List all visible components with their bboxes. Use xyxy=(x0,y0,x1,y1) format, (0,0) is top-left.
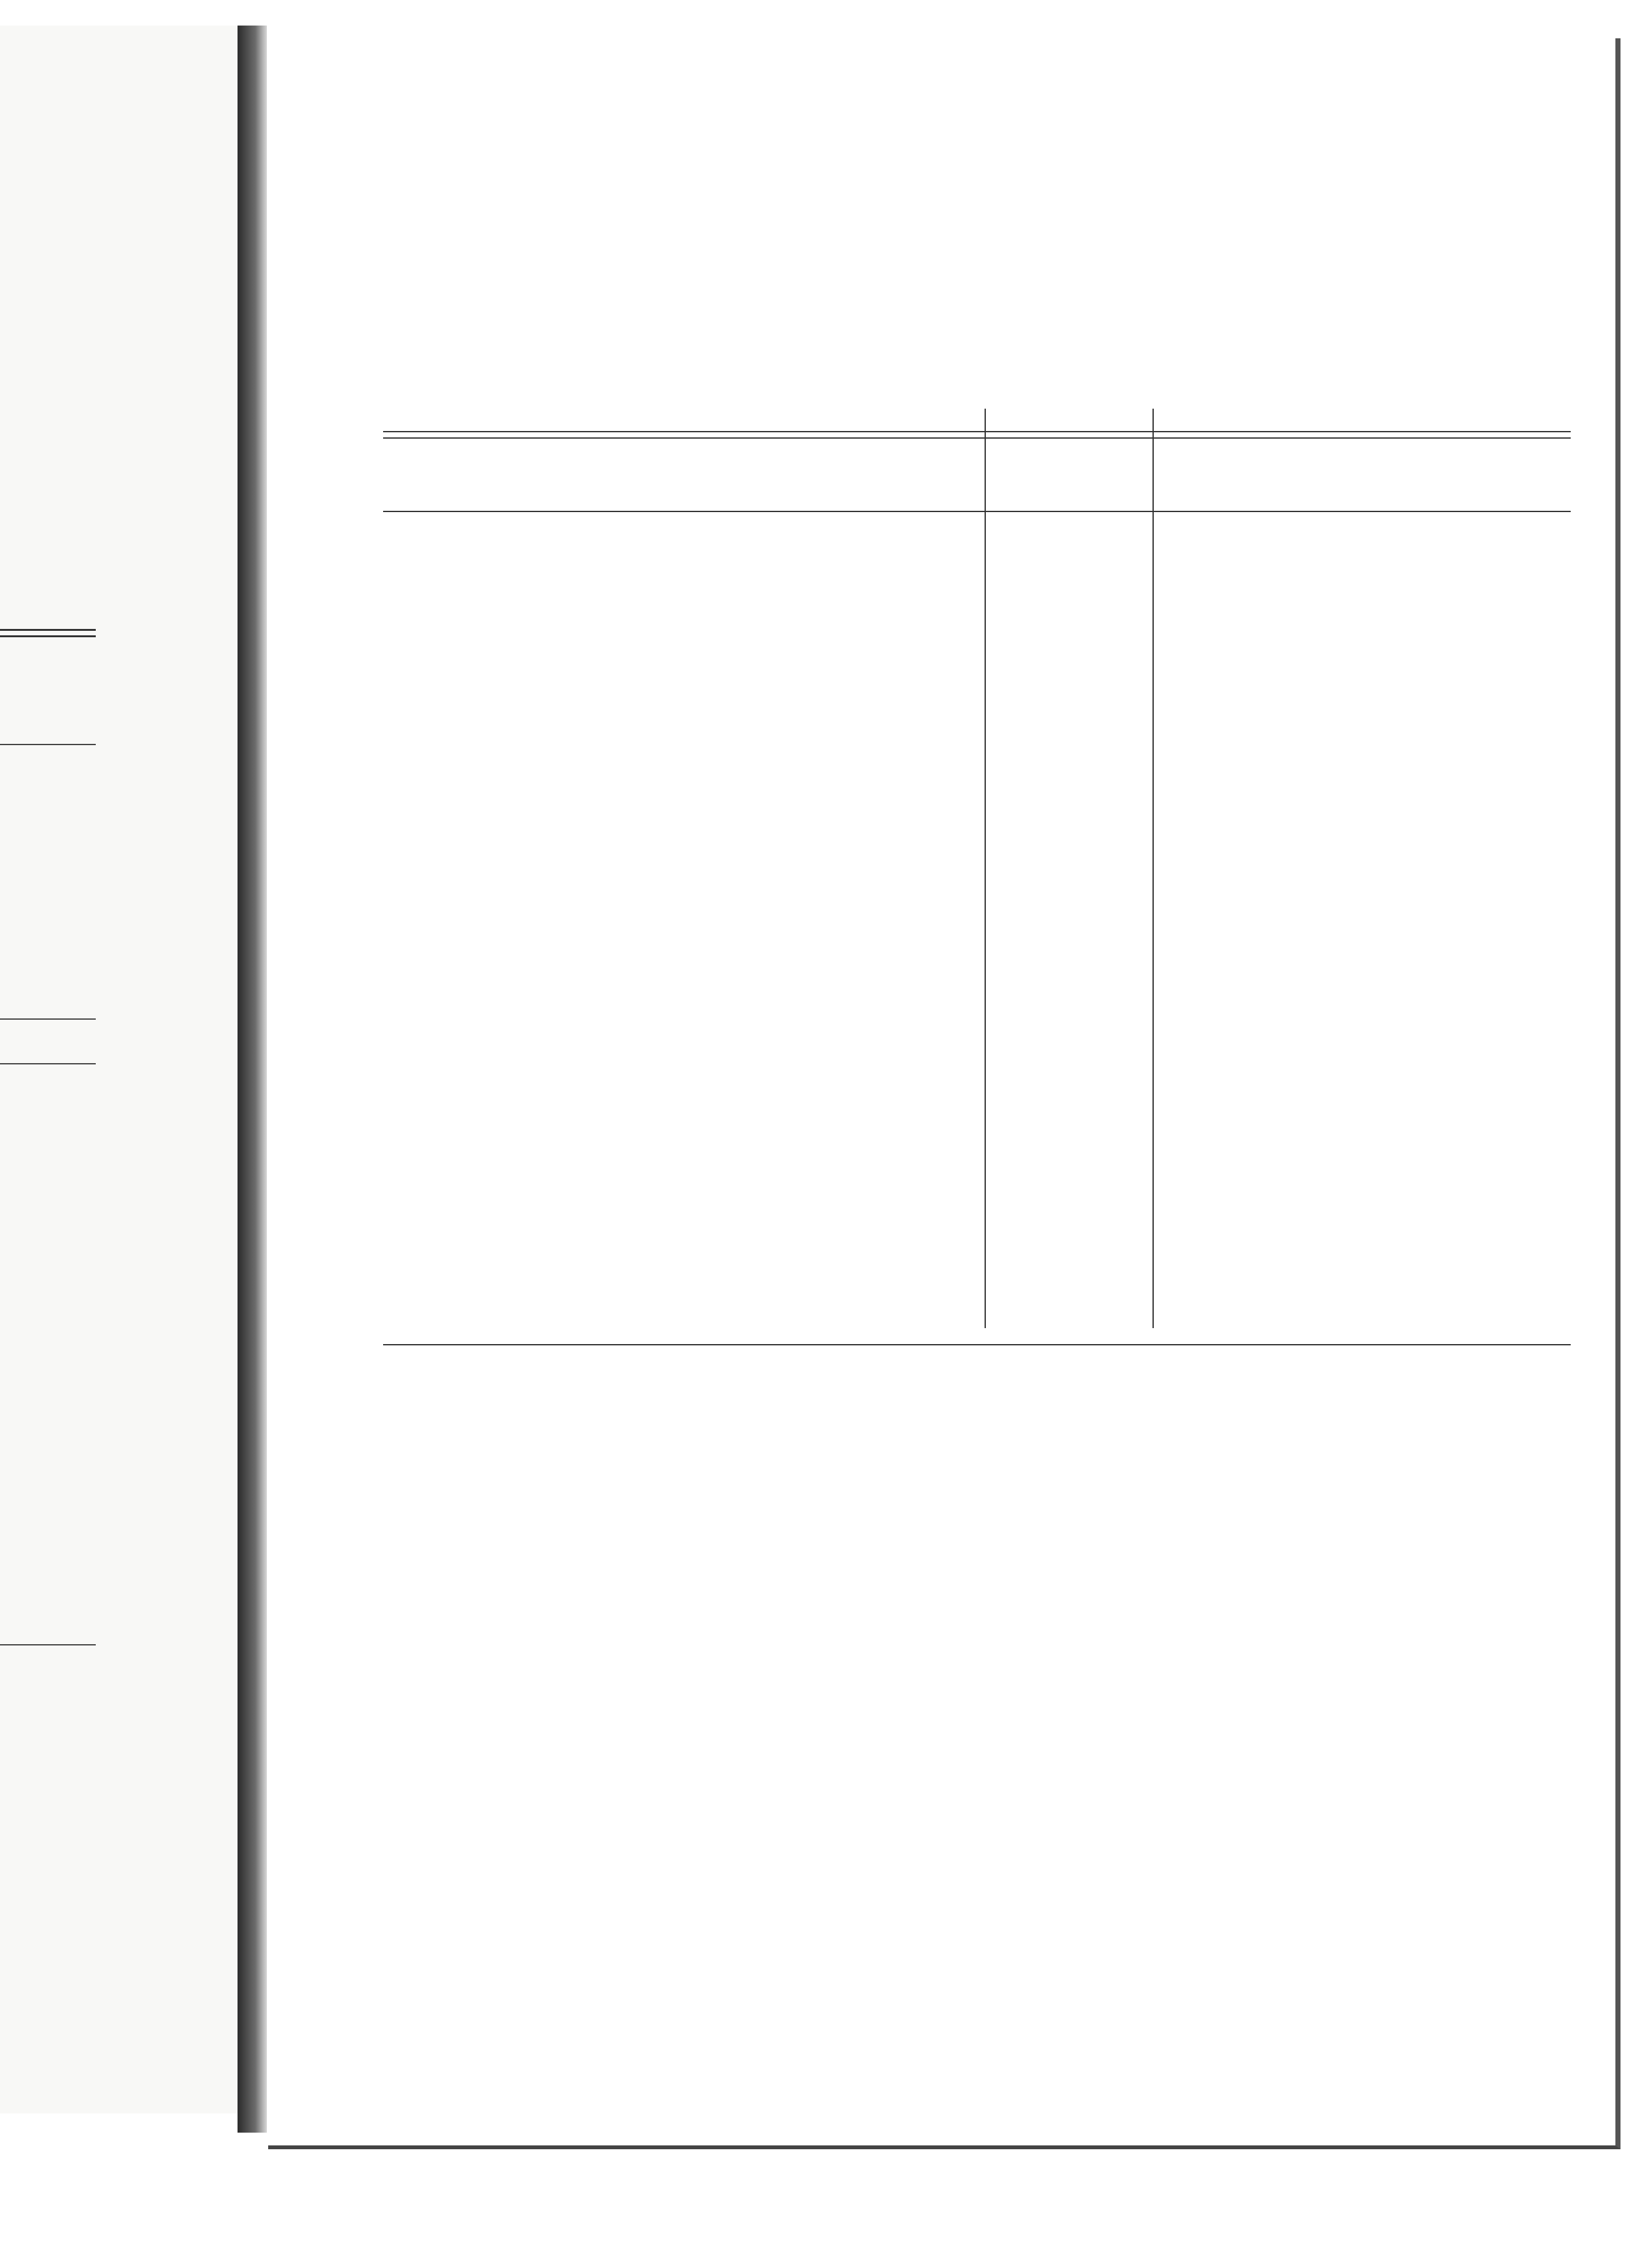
book-binding xyxy=(238,26,267,2133)
column-divider-value xyxy=(1152,409,1154,1328)
document-page xyxy=(268,38,1621,2149)
column-divider-quantity xyxy=(985,409,986,1328)
table-top-rule-2 xyxy=(383,437,1571,439)
header-bottom-rule xyxy=(383,511,1571,512)
left-double-rule xyxy=(0,629,96,631)
left-double-rule-2 xyxy=(0,635,96,637)
left-rule xyxy=(0,1018,96,1020)
left-rule xyxy=(0,1644,96,1645)
table-bottom-rule xyxy=(383,1344,1571,1345)
left-facing-page xyxy=(0,26,238,2113)
left-rule xyxy=(0,744,96,745)
left-rule xyxy=(0,1063,96,1064)
table-top-rule xyxy=(383,431,1571,432)
